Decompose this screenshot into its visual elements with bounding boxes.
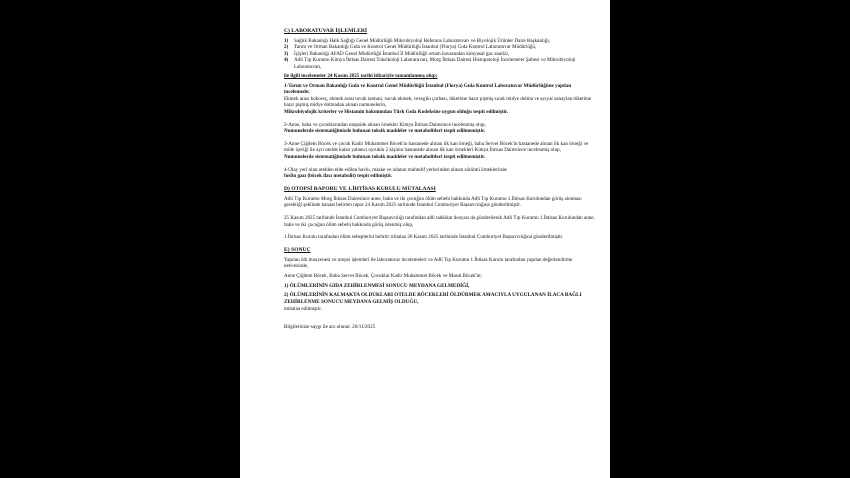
list-item-text: İçişleri Bakanlığı AFAD Genel Müdürlüğü İstanbul İl Müdürlüğü ortam havasından kimyasal gaz analizi, [294, 50, 510, 57]
finding-result: fosfin gazı (böcek ilacı metabolit) tespit edilmiştir. [284, 173, 393, 180]
paragraph: 25 Kasım 2025 tarihinde İstanbul Cumhuriyet Başsavcılığı tarafından adli tahkikat dosyası da gönderilerek Adli Tıp Kurumu 1.İhtisas Kurulundan anne, baba ve iki çocuğun ölüm sebebi hakkında görüş istenmiş olup, [284, 214, 595, 228]
finding-3 [284, 141, 596, 161]
finding-body: 4-Olay yeri olan otelden elde edilen havlu, maske ve odanın muhtelif yerlerinden alınan sürüntü örneklerinde [284, 166, 507, 173]
finding-head: 1-Tarım ve Orman Bakanlığı Gıda ve Kontrol Genel Müdürlüğü İstanbul (Florya) Gıda Kontrol Laboratuvar Müdürlüğüne yapılan incelemede; [284, 82, 572, 96]
document-content [284, 28, 596, 331]
paragraph: Anne Çiğdem Böcek, Baba Servet Böcek, Çocuklar Kadir Muhammet Böcek ve Masal Böcek'in; [284, 272, 482, 279]
finding-result: Numunelerde sistematiğimizde bulunan toksik maddeler ve metabolitleri tespit edilmemiştir. [284, 153, 486, 160]
finding-result: Mikrobiyolojik kriterler ve Histamin bakımından Türk Gıda Kodeksine uygun olduğu tespit edilmiştir. [284, 109, 508, 115]
section-c-heading: C) LABORATUVAR İŞLEMLERİ [284, 28, 368, 34]
paragraph: 1.İhtisas Kurulu tarafından ölüm sebeplerini belirtir rrütalaa 26 Kasım 2025 tarihinde İstanbul Cumhuriyet Başsavcılığına gönderilmiştir. [284, 234, 564, 241]
list-item-number: 2) [284, 44, 289, 51]
conclusion-item: 1) ÖLÜMLERİNİN GIDA ZEHİRLENMESİ SONUCU MEYDANA GELMEDİĞİ, [284, 282, 470, 289]
section-d-heading: D) OTOPSİ RAPORU VE 1.İHTİSAS KURULU MÜTALAASI [284, 185, 436, 192]
list-item-number: 4) [284, 57, 289, 64]
finding-1 [284, 83, 596, 116]
finding-body: 3-Anne Çiğdem Böcek ve çocuk Kadir Muhammet Böcek'in hastanede alınan ilk kan örneği, baba Servet Böcek'in hastanede alınan ilk kan örneği ve mide içeriği ile ayrı otelde kalan yabancı uyruklu 2 kişinin hastanede alınan ilk kan örnekleri Kimya İhtisas Dairesince incelenmiş olup, [284, 140, 589, 154]
conclusion-item: 2) ÖLÜMLERİNİN KALMAKTA OLDUKLARI OTELDE BÖCEKLERİ ÖLDÜRMEK AMACIYLA UYGULANAN İLACA BAĞLI ZEHİRLENME SONUCU MEYDANA GELMİŞ OLDUĞU, [284, 292, 582, 306]
finding-body: Ekmek arası kokoreç, ekmek arası tavuk tantuni, sucuk ekmek, cezeglin çorbası, tüketime hazır pişmiş sıcak midye dolma ve ayıyar sanaylan tüketime hazır pişmiş midye dolmadan alınan numunelerin, [284, 95, 592, 109]
lab-list [284, 38, 596, 70]
closing-text: mütalaa edilmiştir. [284, 305, 322, 312]
paragraph: Adli Tıp Kurumu Morg İhtisas Dairesince anne, baba ve iki çocuğun ölüm sebebi hakkında Adli Tıp Kurumu 1.İhtisas Kurulundan görüş alınması gerektiği şeklinde kanaat belirten rapor 24 Kasım 2025 tarihinde İstanbul Cumhuriyet Başsavcılığına gönderilmiştir. [284, 195, 582, 209]
finding-body: 2-Anne, baba ve çocuklarından otopside alınan örnekler Kimya İhtisas Dairesince incelenmiş olup, [284, 121, 486, 128]
list-item-number: 3) [284, 50, 289, 57]
section-e-heading: E) SONUÇ [284, 246, 311, 253]
list-item-text: Sağlık Bakanlığı Halk Sağlığı Genel Müdürlüğü Mikrobiyoloji Referans Laboratuvarı ve Biyolojik Ürünler Daire Başkanlığı, [294, 38, 551, 44]
list-item-text: Tarım ve Orman Bakanlığı Gıda ve Kontrol Genel Müdürlüğü İstanbul (Florya) Gıda Kontrol Laboratuvar Müdürlüğü, [294, 44, 537, 51]
paragraph: Yapılan ölü muayenesi ve otopsi işlemleri ile laboratuvar incelemeleri ve Adli Tıp Kurumu 1.İhtisas Kurulu tarafından yapılan değerlendirme neticesinde, [284, 256, 573, 270]
findings-intro: ile ilgili incelemeler 24 Kasım 2025 tarihi itibariyle tamamlanmış olup; [284, 73, 438, 80]
list-item [284, 57, 596, 70]
list-item-text: Adli Tıp Kurumu Kimya İhtisas Dairesi Toksikoloji Laboratuvarı, Morg İhtisas Dairesi Histopatoloji İncelemeler Şubesi ve Mikrobiyoloji Laboratuvarı, [294, 57, 576, 70]
list-item-number: 1) [284, 38, 289, 44]
finding-4 [284, 167, 596, 180]
finding-result: Numunelerde sistematiğimizde bulunan toksik maddeler ve metabolitleri tespit edilmemiştir. [284, 128, 486, 135]
footer-signoff: Bilgilerinize saygı ile arz olunur. 26/11/2025 [284, 324, 376, 331]
document-page [240, 0, 610, 478]
finding-2 [284, 122, 596, 135]
